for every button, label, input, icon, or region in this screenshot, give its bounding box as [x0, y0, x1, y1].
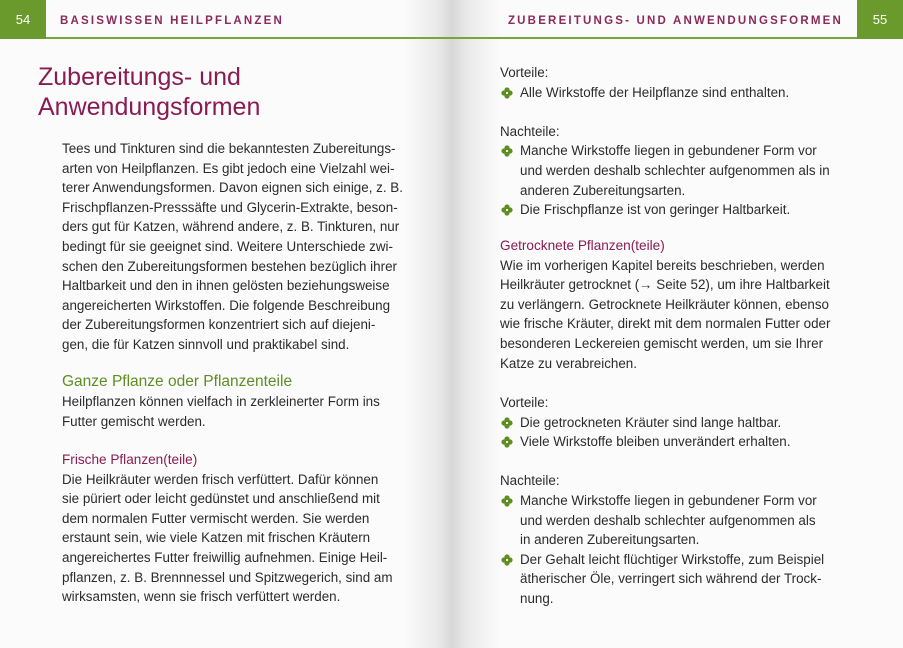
text-line: Katze zu verabreichen. — [500, 355, 637, 371]
text-line: angereichertes Futter freiwillig aufnehmen. Einige Heil- — [62, 549, 388, 565]
text-line: terer Anwendungsformen. Davon eignen sich einige, z. B. — [62, 180, 403, 196]
section-heading: Getrocknete Pflanzen(teile) — [500, 238, 665, 253]
bullet-text: Manche Wirkstoffe liegen in gebundener Form vor — [520, 143, 817, 159]
four-leaf-bullet-icon — [501, 204, 513, 216]
text-line: arten von Heilpflanzen. Es gibt jedoch eine Vielzahl wei- — [62, 160, 395, 176]
bullet-text: Die Frischpflanze ist von geringer Haltbarkeit. — [520, 202, 791, 218]
bullet-item — [500, 83, 880, 103]
text-line: Futter gemischt werden. — [62, 413, 206, 429]
intro-paragraph — [62, 139, 407, 355]
bullet-item — [500, 413, 880, 433]
page-number: 54 — [0, 0, 46, 39]
bullet-text: in anderen Zubereitungsarten. — [520, 532, 700, 548]
chapter-title-line: Zubereitungs- und — [38, 63, 241, 91]
bullet-text: und werden deshalb schlechter aufgenommen als in — [520, 162, 830, 178]
four-leaf-bullet-icon — [501, 145, 513, 157]
text-line: gen, die für Katzen sinnvoll und praktikabel sind. — [62, 336, 350, 352]
running-head: ZUBEREITUNGS- UND ANWENDUNGSFORMEN — [507, 15, 843, 27]
bullet-text: ätherischer Öle, verringert sich während der Trock- — [520, 571, 822, 587]
text-line: Haltbarkeit und den in ihnen gelösten beziehungsweise — [62, 278, 390, 294]
right-page — [452, 0, 903, 648]
four-leaf-bullet-icon — [501, 417, 513, 429]
bullet-text: nung. — [520, 590, 554, 606]
text-line: schen den Zubereitungsformen bestehen bezüglich ihrer — [62, 258, 397, 274]
bullet-item — [500, 200, 880, 220]
bullet-item — [500, 550, 880, 609]
text-line: ders gut für Katzen, während andere, z. B. Tinkturen, nur — [62, 219, 400, 235]
page-number: 55 — [857, 0, 903, 39]
cons-label: Nachteile: — [500, 473, 560, 489]
bullet-text: Viele Wirkstoffe bleiben unverändert erhalten. — [520, 434, 791, 450]
text-line: dem normalen Futter vermischt werden. Sie werden — [62, 510, 370, 526]
bullet-text: Manche Wirkstoffe liegen in gebundener Form vor — [520, 492, 817, 508]
section-whole-plant — [62, 372, 422, 431]
text-line: wirksamsten, wenn sie frisch verfüttert werden. — [62, 589, 341, 605]
section-heading: Frische Pflanzen(teile) — [62, 452, 198, 467]
bullet-item — [500, 141, 880, 200]
section-fresh-plants — [62, 450, 422, 607]
text-line: zu verlängern. Getrocknete Heilkräuter können, ebenso — [500, 296, 830, 312]
chapter-title-line: Anwendungsformen — [38, 93, 261, 121]
bullet-text: Der Gehalt leicht flüchtiger Wirkstoffe, zum Beispiel — [520, 551, 825, 567]
text-line: Frischpflanzen-Presssäfte und Glycerin-Extrakte, beson- — [62, 199, 398, 215]
text-line: erstaunt sein, wie viele Katzen mit frischen Kräutern — [62, 530, 371, 546]
dried-pros-cons — [500, 393, 880, 609]
bullet-item — [500, 491, 880, 550]
pros-label: Vorteile: — [500, 65, 549, 80]
four-leaf-bullet-icon — [501, 87, 513, 99]
chapter-title — [38, 62, 398, 122]
pros-label: Vorteile: — [500, 395, 549, 410]
spacer — [500, 102, 880, 122]
text-line: Wie im vorherigen Kapitel bereits beschrieben, werden — [500, 257, 825, 273]
bullet-text: anderen Zubereitungsarten. — [520, 182, 686, 198]
bullet-text: und werden deshalb schlechter aufgenommen als — [520, 512, 816, 528]
text-line: Heilpflanzen können vielfach in zerkleinerter Form ins — [62, 394, 380, 409]
bullet-text: Die getrockneten Kräuter sind lange haltbar. — [520, 414, 782, 430]
cons-label: Nachteile: — [500, 123, 560, 139]
spacer — [500, 452, 880, 472]
text-line: der Zubereitungsformen konzentriert sich auf diejeni- — [62, 317, 376, 333]
gutter-shadow — [452, 0, 500, 648]
four-leaf-bullet-icon — [501, 436, 513, 448]
text-line: besonderen Leckereien gemischt werden, um sie Ihrer — [500, 335, 824, 351]
bullet-text: Alle Wirkstoffe der Heilpflanze sind enthalten. — [520, 84, 790, 100]
text-line: Die Heilkräuter werden frisch verfüttert. Dafür können — [62, 471, 379, 487]
section-dried-plants — [500, 236, 880, 373]
text-line: wie frische Kräuter, direkt mit dem normalen Futter oder — [500, 316, 831, 332]
text-line: sie püriert oder leicht gedünstet und anschließend mit — [62, 491, 380, 507]
text-line: Heilkräuter getrocknet (→ Seite 52), um ihre Haltbarkeit — [500, 277, 830, 293]
page-header — [0, 0, 452, 39]
text-line: angereicherten Wirkstoffen. Die folgende Beschreibung — [62, 297, 391, 313]
text-line: bedingt für sie geeignet sind. Weitere Unterschiede zwi- — [62, 238, 393, 254]
section-heading: Ganze Pflanze oder Pflanzenteile — [62, 373, 293, 390]
bullet-item — [500, 432, 880, 452]
text-line: pflanzen, z. B. Brennnessel und Spitzwegerich, sind am — [62, 569, 393, 585]
four-leaf-bullet-icon — [501, 495, 513, 507]
page-header — [452, 0, 903, 39]
running-head: BASISWISSEN HEILPFLANZEN — [60, 15, 285, 27]
text-line: Tees und Tinkturen sind die bekanntesten Zubereitungs- — [62, 141, 396, 156]
four-leaf-bullet-icon — [501, 554, 513, 566]
fresh-pros-cons — [500, 63, 880, 220]
